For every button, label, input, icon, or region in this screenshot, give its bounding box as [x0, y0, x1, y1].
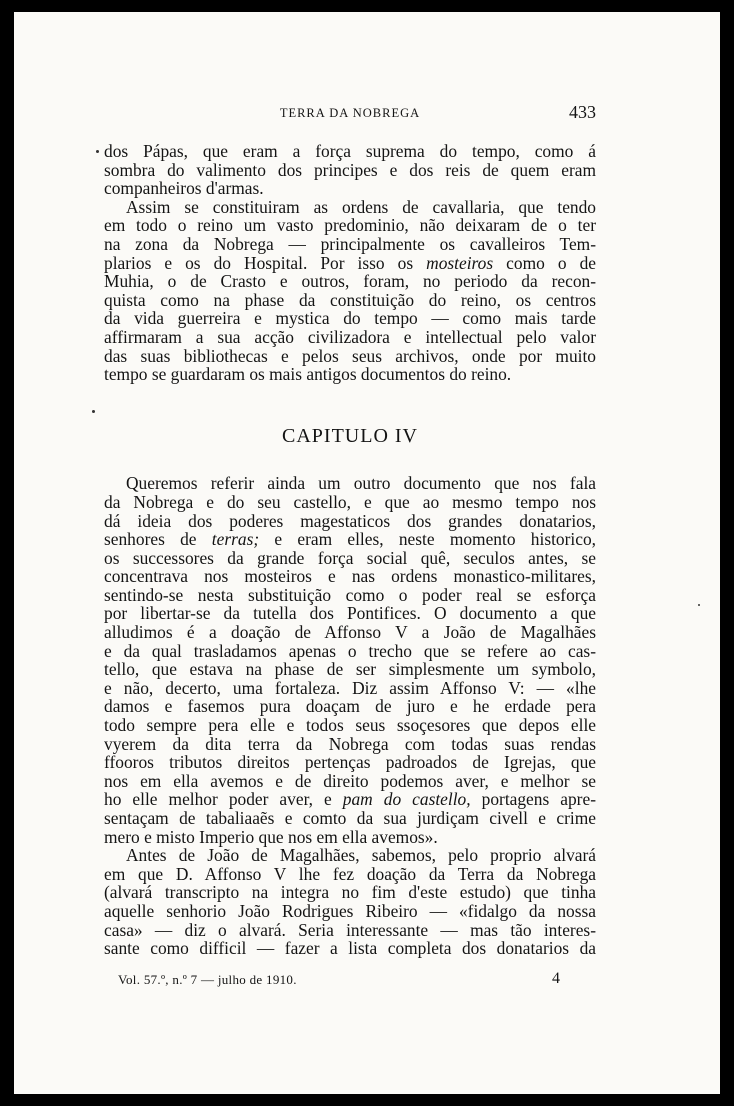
ink-speck: [698, 604, 700, 606]
page-footer: [104, 970, 596, 992]
text-line: das suas bibliothecas e pelos seus archivos, onde por muito: [104, 345, 596, 366]
text-run: portagens apre-: [470, 789, 596, 810]
text-run: ho elle melhor poder aver, e: [104, 789, 343, 810]
text-line: e não, decerto, uma fortaleza. Diz assim Affonso V: — «lhe: [104, 677, 596, 698]
running-head: [104, 104, 596, 126]
text-line: em que D. Affonso V lhe fez doação da Terra da Nobrega: [104, 863, 596, 884]
text-line: casa» — diz o alvará. Seria interessante — mas tão interes-: [104, 919, 596, 940]
ink-speck: [96, 150, 99, 153]
text-line: Queremos referir ainda um outro documento que nos fala: [126, 473, 596, 494]
signature-mark: 4: [552, 970, 560, 987]
text-line: na zona da Nobrega — principalmente os cavalleiros Tem-: [104, 233, 596, 254]
text-line: da vida guerreira e mystica do tempo — como mais tarde: [104, 308, 596, 329]
text-line: em todo o reino um vasto predominio, não deixaram de o ter: [104, 215, 596, 236]
paragraph-2: [104, 198, 596, 384]
text-line: affirmaram a sua acção civilizadora e intellectual pelo valor: [104, 326, 596, 347]
text-line: aquelle senhorio João Rodrigues Ribeiro — «fidalgo da nossa: [104, 900, 596, 921]
paragraph-1: [104, 142, 596, 198]
text-line: damos e fasemos pura doaçam de juro e he erdade pera: [104, 696, 596, 717]
italic-term: terras;: [211, 529, 260, 550]
text-line: Antes de João de Magalhães, sabemos, pelo proprio alvará: [126, 845, 596, 866]
text-line: sentindo-se nesta substituição como o poder real se esforça: [104, 584, 596, 605]
paragraph-3: [104, 474, 596, 846]
text-run: e eram elles, neste momento historico,: [259, 529, 596, 550]
text-line: sombra do valimento dos principes e dos reis de quem eram: [104, 159, 596, 180]
text-line: tello, que estava na phase de ser simplesmente um symbolo,: [104, 659, 596, 680]
text-line: sante como difficil — fazer a lista completa dos donatarios da: [104, 938, 596, 959]
text-line: (alvará transcripto na integra no fim d'este estudo) que tinha: [104, 882, 596, 903]
text-line: companheiros d'armas.: [104, 178, 264, 199]
text-line: Muhia, o de Crasto e outros, foram, no periodo da recon-: [104, 271, 596, 292]
text-line: alludimos é a doação de Affonso V a João de Magalhães: [104, 622, 596, 643]
text-line: concentrava nos mosteiros e nas ordens monastico-militares,: [104, 566, 596, 587]
text-line: Assim se constituiram as ordens de cavallaria, que tendo: [126, 196, 596, 217]
text-line: [104, 790, 596, 809]
text-run: plarios e os do Hospital. Por isso os: [104, 252, 414, 273]
page-number: 433: [569, 102, 596, 122]
text-line: dá ideia dos poderes magestaticos dos grandes donatarios,: [104, 510, 596, 531]
running-head-title: TERRA DA NOBREGA: [279, 106, 421, 120]
italic-term: pam do castello,: [342, 789, 471, 810]
text-line: os successores da grande força social quê, seculos antes, se: [104, 547, 596, 568]
text-line: [104, 530, 596, 549]
text-line: por libertar-se da tutella dos Pontifices. O documento a que: [104, 603, 596, 624]
text-line: nos em ella avemos e de direito podemos aver, e melhor se: [104, 770, 596, 791]
paragraph-4: [104, 846, 596, 958]
text-line: e da qual trasladamos apenas o trecho que se refere ao cas-: [104, 640, 596, 661]
text-line: quista como na phase da constituição do reino, os centros: [104, 289, 596, 310]
italic-term: mosteiros: [426, 252, 494, 273]
text-line: [104, 254, 596, 273]
text-line: sentaçam de tabaliaaẽs e comto da sua jurdiçam civell e crime: [104, 808, 596, 828]
text-line: todo sempre pera elle e todos seus ssoçesores que depos elle: [104, 715, 596, 736]
ink-speck: [92, 410, 95, 413]
chapter-title: CAPITULO IV: [282, 424, 418, 447]
book-page: [14, 12, 720, 1094]
text-line: mero e misto Imperio que nos em ella avemos».: [104, 826, 438, 847]
text-run: como o de: [493, 252, 596, 273]
text-line: da Nobrega e do seu castello, e que ao mesmo tempo nos: [104, 491, 596, 512]
text-line: dos Pápas, que eram a força suprema do tempo, como á: [104, 141, 596, 161]
volume-reference: Vol. 57.º, n.º 7 — julho de 1910.: [118, 972, 297, 987]
text-line: vyerem da dita terra da Nobrega com todas suas rendas: [104, 733, 596, 754]
text-line: tempo se guardaram os mais antigos documentos do reino.: [104, 364, 512, 385]
text-line: ffooros tributos direitos pertenças padroados de Igrejas, que: [104, 752, 596, 773]
body-text: [104, 142, 596, 958]
text-run: senhores de: [104, 529, 212, 550]
